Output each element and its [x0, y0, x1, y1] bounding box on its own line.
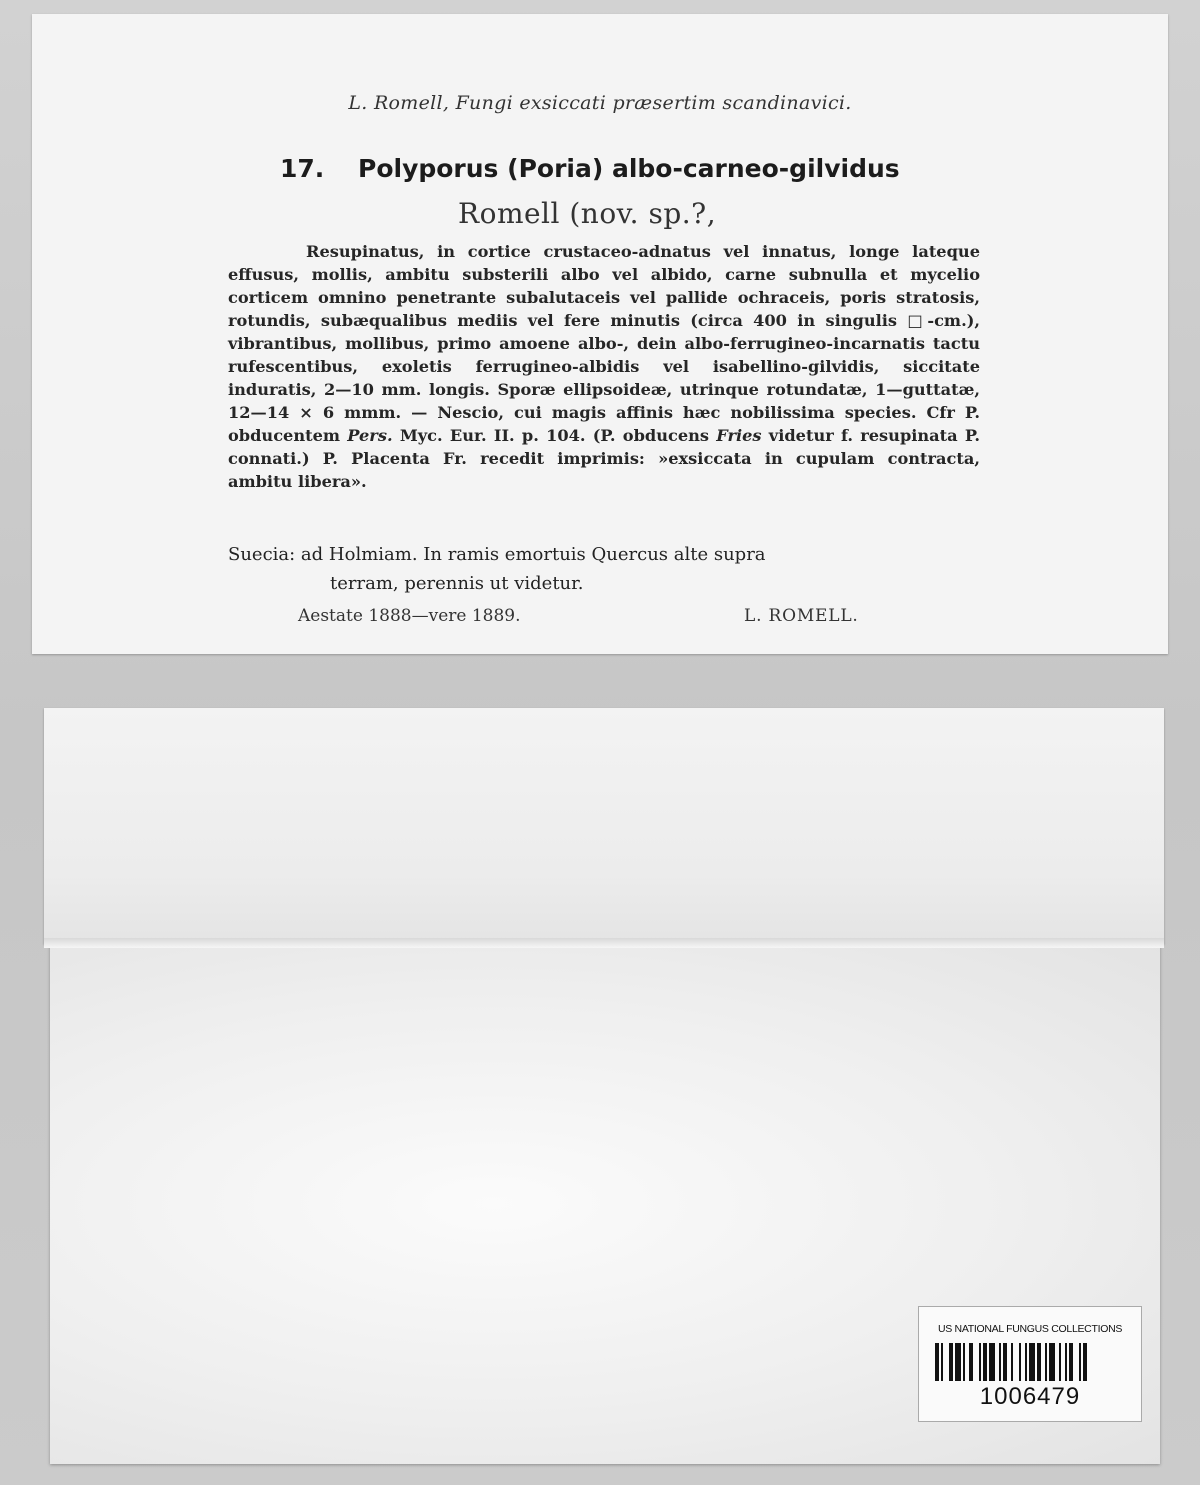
exsiccata-number: 17. — [280, 154, 325, 183]
collector-name: L. ROMELL. — [744, 606, 859, 626]
specimen-label — [32, 14, 1168, 654]
collection-date: Aestate 1888—vere 1889. — [298, 606, 521, 626]
locality-text — [228, 540, 980, 598]
species-author: Romell (nov. sp.?, — [458, 197, 717, 230]
species-title-row — [280, 154, 980, 183]
series-heading: L. Romell, Fungi exsiccati præsertim scandinavici. — [348, 92, 852, 114]
barcode-label — [918, 1306, 1142, 1422]
species-description: Resupinatus, in cortice crustaceo-adnatus vel innatus, longe lateque effusus, mollis, ambitu substerili albo vel albido, carne subnulla et mycelio corticem omnino penetrante subalutaceis vel pallide ochraceis, poris stratosis, rotundis, subæqualibus mediis vel fere minutis (circa 400 in singulis □-cm.), vibrantibus, mollibus, primo amoene albo-, dein albo-ferrugineo-incarnatis tactu rufescentibus, exoletis ferrugineo-albidis vel isabellino-gilvidis, siccitate induratis, 2—10 mm. longis. Sporæ ellipsoideæ, utrinque rotundatæ, 1—guttatæ, 12—14 × 6 mmm. — Nescio, cui magis affinis hæc nobilissima species. Cfr P. obducentem Pers. Myc. Eur. II. p. 104. (P. obducens Fries videtur f. resupinata P. connati.) P. Placenta Fr. recedit imprimis: »exsiccata in cupulam contracta, ambitu libera». — [228, 242, 980, 491]
locality-line-1: Suecia: ad Holmiam. In ramis emortuis Quercus alte supra — [228, 544, 766, 565]
barcode-number: 1006479 — [979, 1383, 1081, 1410]
packet-fold — [44, 938, 1164, 948]
species-title: Polyporus (Poria) albo-carneo-gilvidus — [358, 154, 900, 183]
barcode-icon — [935, 1343, 1125, 1381]
locality-line-2: terram, perennis ut videtur. — [330, 573, 584, 594]
barcode-institution: US NATIONAL FUNGUS COLLECTIONS — [937, 1323, 1123, 1335]
packet-flap — [44, 708, 1164, 944]
